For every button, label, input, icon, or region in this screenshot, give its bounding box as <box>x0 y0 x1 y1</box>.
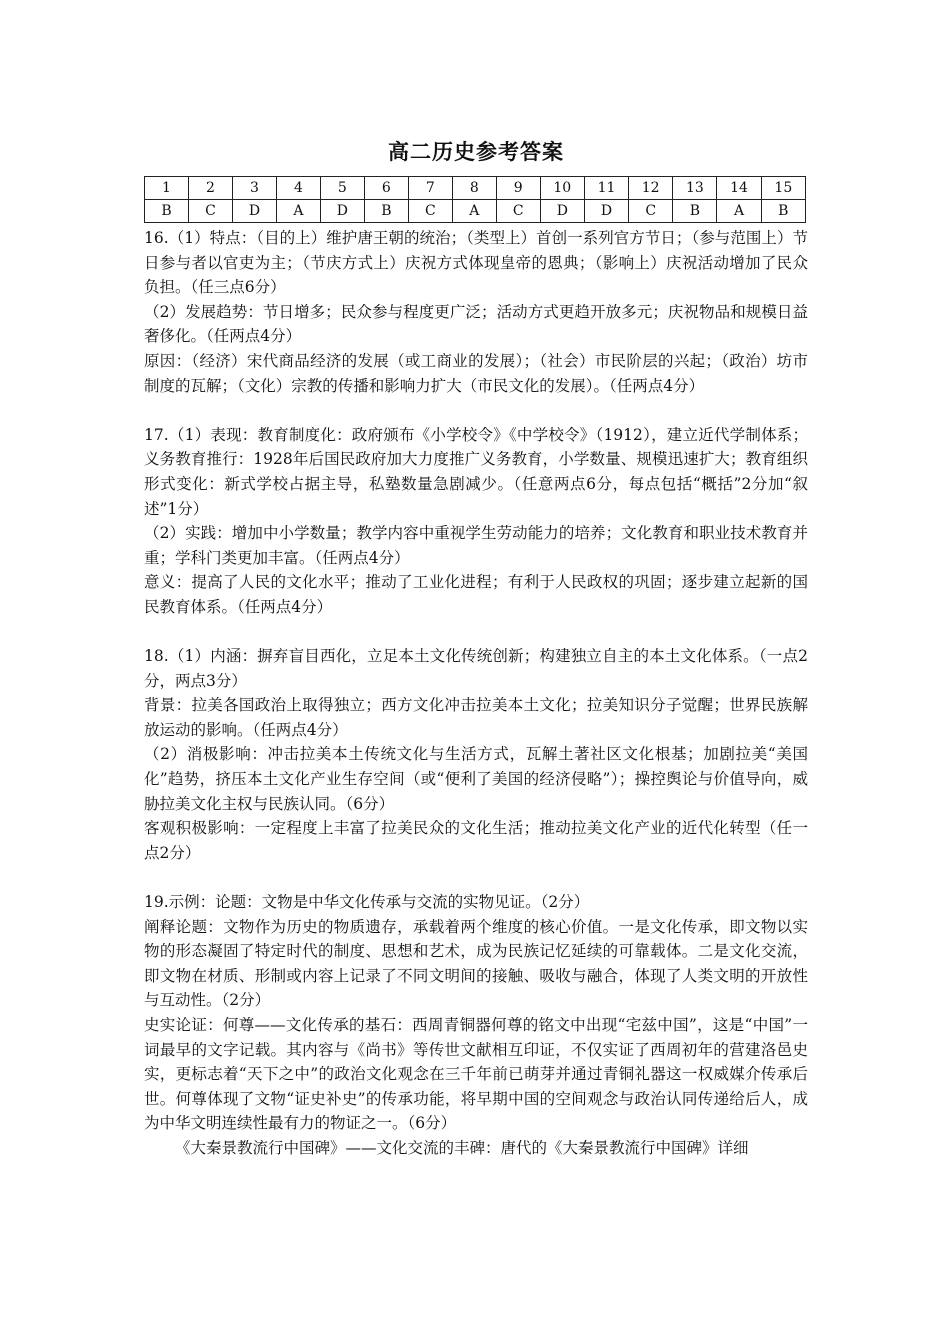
answer-cell: B <box>145 200 189 223</box>
spacer <box>144 620 808 645</box>
question-number-cell: 9 <box>496 177 540 200</box>
question-number-cell: 4 <box>276 177 320 200</box>
answer-cell: D <box>232 200 276 223</box>
q18-part1: 18.（1）内涵：摒弃盲目西化，立足本土文化传统创新；构建独立自主的本土文化体系。（一点2分，两点3分） <box>144 647 808 690</box>
q19-explanation: 阐释论题：文物作为历史的物质遗存，承载着两个维度的核心价值。一是文化传承，即文物以实物的形态凝固了特定时代的制度、思想和艺术，成为民族记忆延续的可靠载体。二是文化交流，即文物在材质、形制或内容上记录了不同文明间的接触、吸收与融合，体现了人类文明的开放性与互动性。（2分） <box>144 917 808 1010</box>
q16-part1: 16.（1）特点：（目的上）维护唐王朝的统治；（类型上）首创一系列官方节日；（参与范围上）节日参与者以官吏为主；（节庆方式上）庆祝方式体现皇帝的恩典；（影响上）庆祝活动增加了民众负担。（任三点6分） <box>144 229 808 297</box>
q17-part2-practice: （2）实践：增加中小学数量；教学内容中重视学生劳动能力的培养；文化教育和职业技术教育并重；学科门类更加丰富。（任两点4分） <box>144 524 808 567</box>
question-number-cell: 2 <box>188 177 232 200</box>
answer-cell: D <box>320 200 364 223</box>
question-number-cell: 10 <box>540 177 584 200</box>
answer-cell: C <box>188 200 232 223</box>
question-number-cell: 3 <box>232 177 276 200</box>
question-number-cell: 1 <box>145 177 189 200</box>
answer-table <box>144 176 806 223</box>
question-number-cell: 12 <box>629 177 673 200</box>
q18-part2-positive: 客观积极影响：一定程度上丰富了拉美民众的文化生活；推动拉美文化产业的近代化转型（任一点2分） <box>144 819 808 862</box>
answer-table-answer-row <box>145 200 806 223</box>
question-number-cell: 11 <box>584 177 628 200</box>
question-number-cell: 6 <box>364 177 408 200</box>
q19-evidence-hezun: 史实论证：何尊——文化传承的基石：西周青铜器何尊的铭文中出现“宅兹中国”，这是“中国”一词最早的文字记载。其内容与《尚书》等传世文献相互印证，不仅实证了西周初年的营建洛邑史实，更标志着“天下之中”的政治文化观念在三千年前已萌芽并通过青铜礼器这一权威媒介传承后世。何尊体现了文物“证史补史”的传承功能，将早期中国的空间观念与政治认同传递给后人，成为中华文明连续性最有力的物证之一。（6分） <box>144 1016 808 1133</box>
question-number-cell: 15 <box>761 177 805 200</box>
question-number-cell: 14 <box>717 177 761 200</box>
q19-evidence-stele: 《大秦景教流行中国碑》——文化交流的丰碑：唐代的《大秦景教流行中国碑》详细 <box>175 1138 749 1157</box>
answer-cell: C <box>496 200 540 223</box>
answer-cell: A <box>717 200 761 223</box>
q19-thesis: 19.示例：论题：文物是中华文化传承与交流的实物见证。（2分） <box>144 893 590 912</box>
answer-cell: C <box>408 200 452 223</box>
answer-table-number-row <box>145 177 806 200</box>
answer-cell: B <box>673 200 717 223</box>
answer-cell: B <box>761 200 805 223</box>
answer-cell: C <box>629 200 673 223</box>
answer-body <box>144 226 808 1161</box>
q17-part1: 17.（1）表现：教育制度化：政府颁布《小学校令》《中学校令》（1912），建立近代学制体系；义务教育推行：1928年后国民政府加大力度推广义务教育，小学数量、规模迅速扩大；教育组织形式变化：新式学校占据主导，私塾数量急剧减少。（任意两点6分，每点包括“概括”2分加“叙述”1分） <box>144 425 808 518</box>
answer-cell: B <box>364 200 408 223</box>
question-number-cell: 7 <box>408 177 452 200</box>
question-number-cell: 5 <box>320 177 364 200</box>
spacer <box>144 865 808 890</box>
question-number-cell: 13 <box>673 177 717 200</box>
q17-part2-significance: 意义：提高了人民的文化水平；推动了工业化进程；有利于人民政权的巩固；逐步建立起新的国民教育体系。（任两点4分） <box>144 573 808 616</box>
question-number-cell: 8 <box>452 177 496 200</box>
q16-part2-trend: （2）发展趋势：节日增多；民众参与程度更广泛；活动方式更趋开放多元；庆祝物品和规模日益奢侈化。（任两点4分） <box>144 302 808 346</box>
answer-cell: A <box>276 200 320 223</box>
q16-part2-reason: 原因：（经济）宋代商品经济的发展（或工商业的发展）；（社会）市民阶层的兴起；（政治）坊市制度的瓦解；（文化）宗教的传播和影响力扩大（市民文化的发展）。（任两点4分） <box>144 351 808 395</box>
answer-cell: D <box>540 200 584 223</box>
answer-cell: A <box>452 200 496 223</box>
page-title: 高二历史参考答案 <box>388 140 564 164</box>
q18-part2-negative: （2）消极影响：冲击拉美本土传统文化与生活方式，瓦解土著社区文化根基；加剧拉美“美国化”趋势，挤压本土文化产业生存空间（或“便利了美国的经济侵略”）；操控舆论与价值导向，威胁拉美文化主权与民族认同。（6分） <box>144 745 808 813</box>
answer-cell: D <box>584 200 628 223</box>
q18-part1-background: 背景：拉美各国政治上取得独立；西方文化冲击拉美本土文化；拉美知识分子觉醒；世界民族解放运动的影响。（任两点4分） <box>144 696 808 739</box>
spacer <box>144 398 808 423</box>
